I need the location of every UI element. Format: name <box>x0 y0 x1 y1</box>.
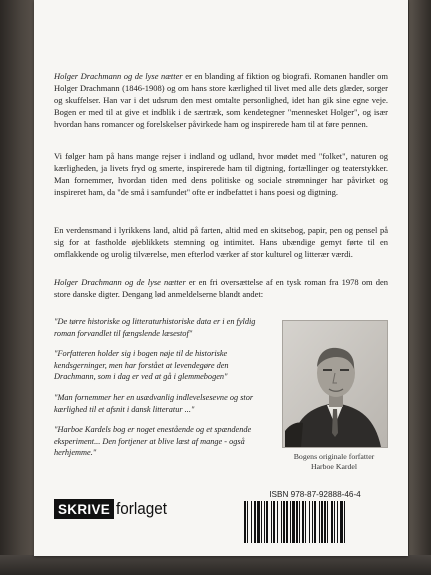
barcode-bar <box>296 501 298 543</box>
publisher-logo-text: forlaget <box>116 499 168 518</box>
author-portrait-image <box>283 321 387 447</box>
barcode-bar <box>331 501 333 543</box>
publisher-logo <box>54 498 173 520</box>
blurb-paragraph-4 <box>54 277 388 301</box>
barcode-bar <box>305 501 306 543</box>
barcode-bar <box>302 501 304 543</box>
review-quote: "Man fornemmer her en usædvanlig indlevelsesevne og stor kærlighed til et afsnit i dansk litteratur ..." <box>54 392 254 414</box>
barcode-bar <box>314 501 316 543</box>
blurb-paragraph-4-text: er en fri oversættelse af en tysk roman fra 1978 om den store danske digter. Dengang lød anmeldelserne blandt andet: <box>54 277 388 299</box>
barcode-bar <box>321 501 323 543</box>
review-quote: "De tørre historiske og litteraturhistoriske data er i en fyldig roman forvandlet til fængslende læsestof" <box>54 317 256 338</box>
barcode-bar <box>257 501 260 543</box>
isbn-label: ISBN 978-87-92888-46-4 <box>269 490 361 499</box>
blurb-paragraph-1 <box>54 71 388 131</box>
barcode-bar <box>324 501 326 543</box>
barcode-bar <box>334 501 335 543</box>
review-quote: "Forfatteren holder sig i bogen nøje til de historiske kendsgerninger, men har forstået at levendegøre den Drachmann, som i dag er ved at gå i glemmebogen" <box>54 349 229 382</box>
barcode-bar <box>281 501 282 543</box>
barcode-bar <box>319 501 320 543</box>
book-title-italic: Holger Drachmann og de lyse nætter <box>54 277 186 287</box>
barcode-bar <box>327 501 328 543</box>
barcode-bar <box>264 501 265 543</box>
blurb-paragraph-1-text: er en blanding af fiktion og biografi. Romanen handler om Holger Drachmann (1846-1908) og om hans store kærlighed til livet med alle dets glæder, sorger og skuffelser. Han var i det udsrum den mest omtalte personlighed, idet han gik sine egne veje. Bogen er med til at give et indblik i de særtræk, som kendetegner "mennesket Holger", og især hvordan hans romancer og forelskelser påvirkede ham og inspirerede ham til at føre pennen. <box>54 71 388 129</box>
photo-caption-line-2: Harboe Kardel <box>310 462 358 471</box>
blurb-paragraph-3: En verdensmand i lyrikkens land, altid på farten, altid med en skitsebog, papir, pen og pensel på sig for at fastholde øjeblikkets stemning og intimitet. Hans ubændige gemyt førte til en omflakkende og urolig tilværelse, men efterlod værker af stor kulturel og litterær værdi. <box>54 225 388 259</box>
barcode-bar <box>247 501 248 543</box>
barcode-bar <box>312 501 313 543</box>
table-background-left <box>0 0 34 575</box>
barcode-bar <box>244 501 246 543</box>
review-quote: "Harboe Kardels bog er noget enestående og et spændende eksperiment... Den fortjener at blive læst af mange - også herhjemme." <box>54 425 252 458</box>
barcode-bar <box>251 501 252 543</box>
table-background-bottom <box>0 555 431 575</box>
barcode-bar <box>340 501 343 543</box>
barcode-bar <box>254 501 256 543</box>
author-portrait-photo <box>282 320 388 448</box>
barcode-bar <box>309 501 310 543</box>
barcode-bar <box>292 501 295 543</box>
photo-caption-line-1: Bogens originale forfatter <box>293 452 375 461</box>
photo-caption <box>282 452 386 472</box>
barcode-bar <box>277 501 278 543</box>
barcode-bar <box>290 501 291 543</box>
barcode-bar <box>261 501 262 543</box>
table-background-right <box>409 0 431 575</box>
publisher-logo-box: SKRIVE <box>54 499 114 519</box>
book-title-italic: Holger Drachmann og de lyse nætter <box>54 71 183 81</box>
barcode-bar <box>337 501 338 543</box>
barcode-bar <box>271 501 272 543</box>
barcode-bar <box>283 501 285 543</box>
barcode-bar <box>273 501 275 543</box>
barcode-bar <box>344 501 345 543</box>
blurb-paragraph-2: Vi følger ham på hans mange rejser i indland og udland, hvor mødet med "folket", naturen og kærligheden, ja livets fryd og smerte, inspirerede ham til digtning, fortællinger og teaterstykker. Man fornemmer, hvordan tiden med dens politiske og sociale strømninger har påvirket og inspireret ham, da "de små i samfundet" ofte er indbefattet i hans poesi og digtning. <box>54 151 388 197</box>
review-quotes <box>54 316 272 468</box>
book-back-cover <box>34 0 408 556</box>
barcode-bar <box>299 501 300 543</box>
barcode-bar <box>286 501 288 543</box>
barcode <box>242 501 388 543</box>
barcode-bar <box>266 501 268 543</box>
